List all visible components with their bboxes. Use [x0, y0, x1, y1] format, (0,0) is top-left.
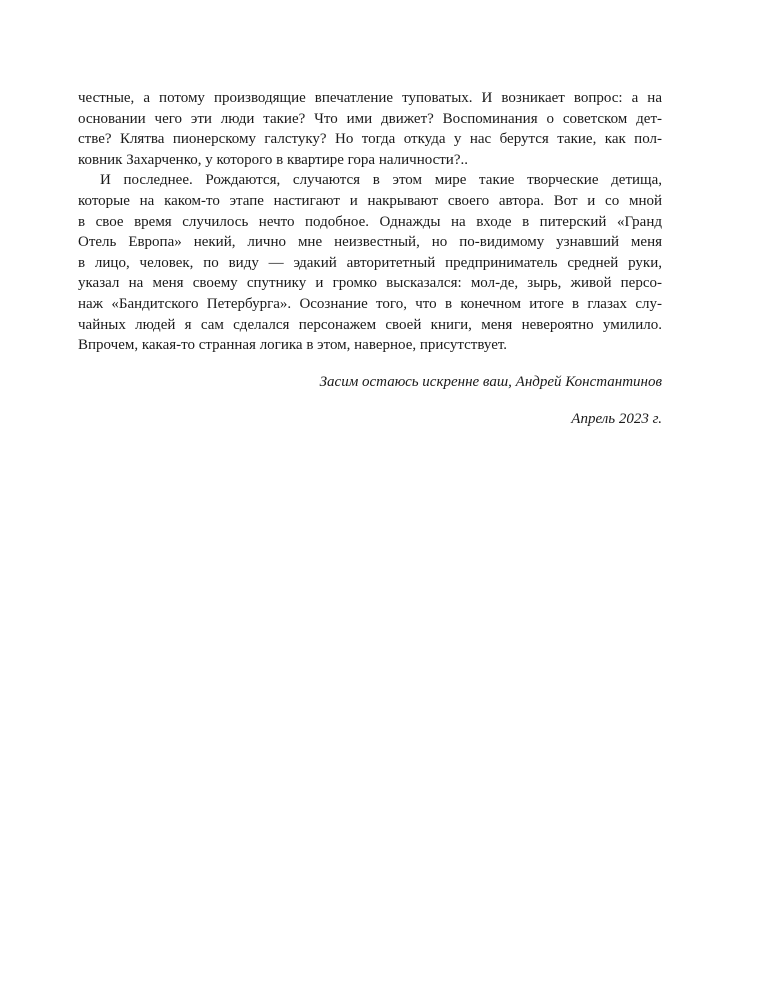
text-line: в свое время случилось нечто подобное. Однажды на входе в питерский «Гранд — [78, 213, 662, 230]
text-line: Впрочем, какая-то странная логика в этом, наверное, присутствует. — [78, 337, 508, 354]
date-line: Апрель 2023 г. — [571, 411, 662, 428]
paragraph-1 — [78, 88, 662, 170]
text-line: указал на меня своему спутнику и громко высказался: мол-де, зырь, живой персо- — [78, 275, 662, 292]
author-signature: Засим остаюсь искренне ваш, Андрей Константинов — [319, 373, 662, 390]
text-line: которые на каком-то этапе настигают и накрывают своего автора. Вот и со мной — [78, 192, 662, 209]
text-line: основании чего эти люди такие? Что ими движет? Воспоминания о советском дет- — [78, 110, 662, 127]
text-line: стве? Клятва пионерскому галстуку? Но тогда откуда у нас берутся такие, как пол- — [78, 131, 662, 148]
page-body — [78, 88, 662, 430]
text-line: наж «Бандитского Петербурга». Осознание того, что в конечном итоге в глазах слу- — [78, 295, 662, 312]
text-line: Отель Европа» некий, лично мне неизвестный, но по-видимому узнавший меня — [78, 234, 662, 251]
paragraph-2 — [78, 170, 662, 355]
text-line: ковник Захарченко, у которого в квартире гора наличности?.. — [78, 151, 468, 168]
text-line: И последнее. Рождаются, случаются в этом мире такие творческие детища, — [100, 172, 662, 189]
text-line: чайных людей я сам сделался персонажем своей книги, меня невероятно умилило. — [78, 316, 662, 333]
text-line: честные, а потому производящие впечатление туповатых. И возникает вопрос: а на — [78, 90, 662, 106]
text-line: в лицо, человек, по виду — эдакий авторитетный предприниматель средней руки, — [78, 254, 662, 271]
